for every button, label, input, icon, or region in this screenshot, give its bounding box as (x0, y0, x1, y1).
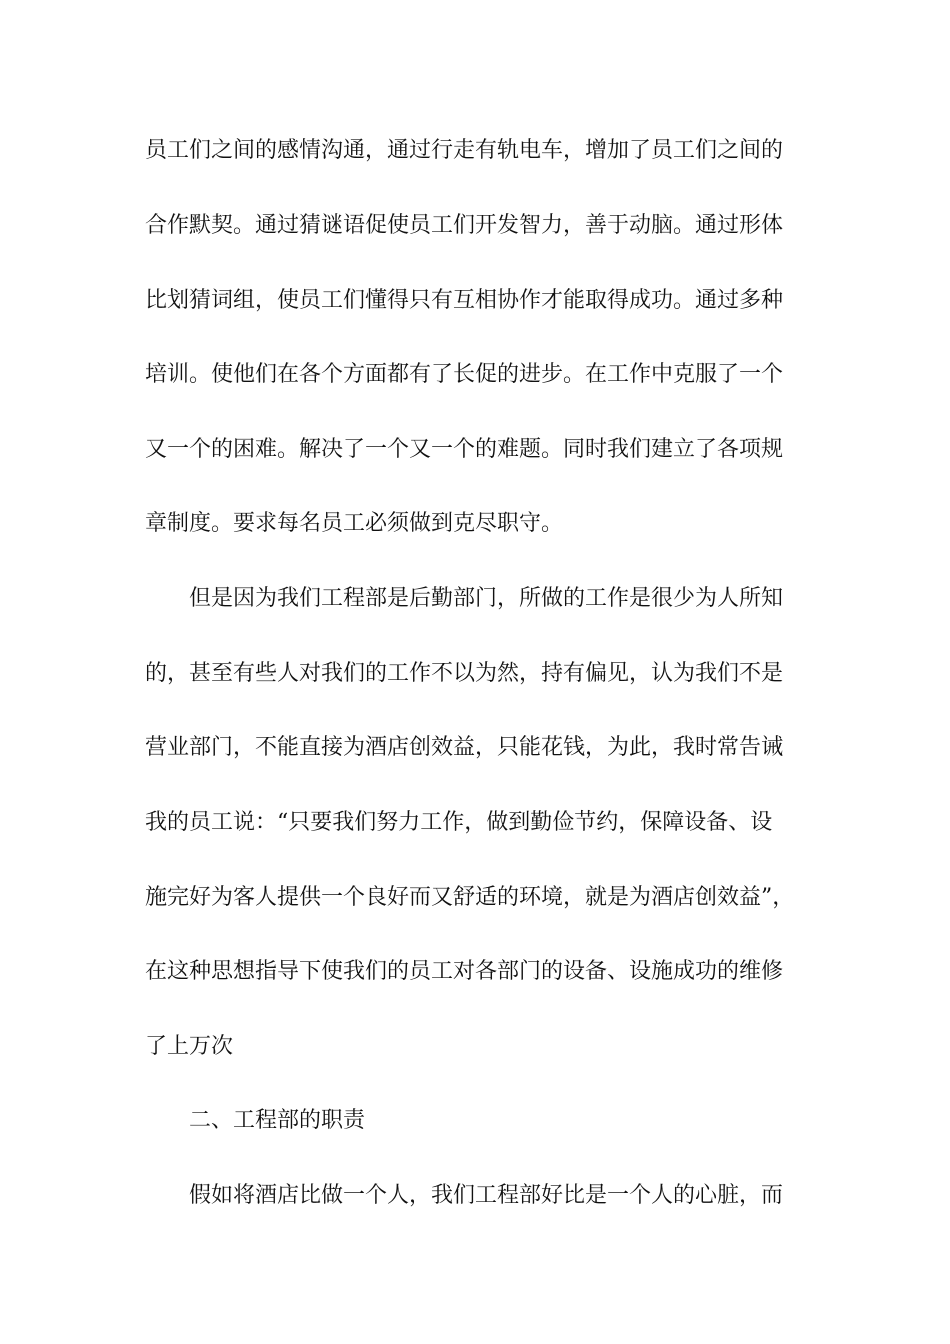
text-line: 合作默契。通过猜谜语促使员工们开发智力，善于动脑。通过形体 (145, 213, 784, 238)
paragraph-first-line: 但是因为我们工程部是后勤部门，所做的工作是很少为人所知 (189, 586, 784, 611)
text-line: 在这种思想指导下使我们的员工对各部门的设备、设施成功的维修 (145, 959, 784, 984)
section-heading: 二、工程部的职责 (189, 1108, 366, 1133)
text-line: 施完好为客人提供一个良好而又舒适的环境，就是为酒店创效益”， (145, 885, 795, 910)
text-line: 的，甚至有些人对我们的工作不以为然，持有偏见，认为我们不是 (145, 661, 784, 686)
text-line: 我的员工说：“只要我们努力工作，做到勤俭节约，保障设备、设 (145, 810, 773, 835)
text-line: 比划猜词组，使员工们懂得只有互相协作才能取得成功。通过多种 (145, 288, 784, 313)
text-line: 章制度。要求每名员工必须做到克尽职守。 (145, 511, 564, 536)
text-line: 员工们之间的感情沟通，通过行走有轨电车，增加了员工们之间的 (145, 138, 784, 163)
paragraph-first-line: 假如将酒店比做一个人，我们工程部好比是一个人的心脏，而 (189, 1183, 784, 1208)
text-line: 又一个的困难。解决了一个又一个的难题。同时我们建立了各项规 (145, 437, 784, 462)
text-line: 营业部门，不能直接为酒店创效益，只能花钱，为此，我时常告诫 (145, 735, 784, 760)
text-line: 了上万次 (145, 1034, 234, 1059)
text-line: 培训。使他们在各个方面都有了长促的进步。在工作中克服了一个 (145, 362, 784, 387)
